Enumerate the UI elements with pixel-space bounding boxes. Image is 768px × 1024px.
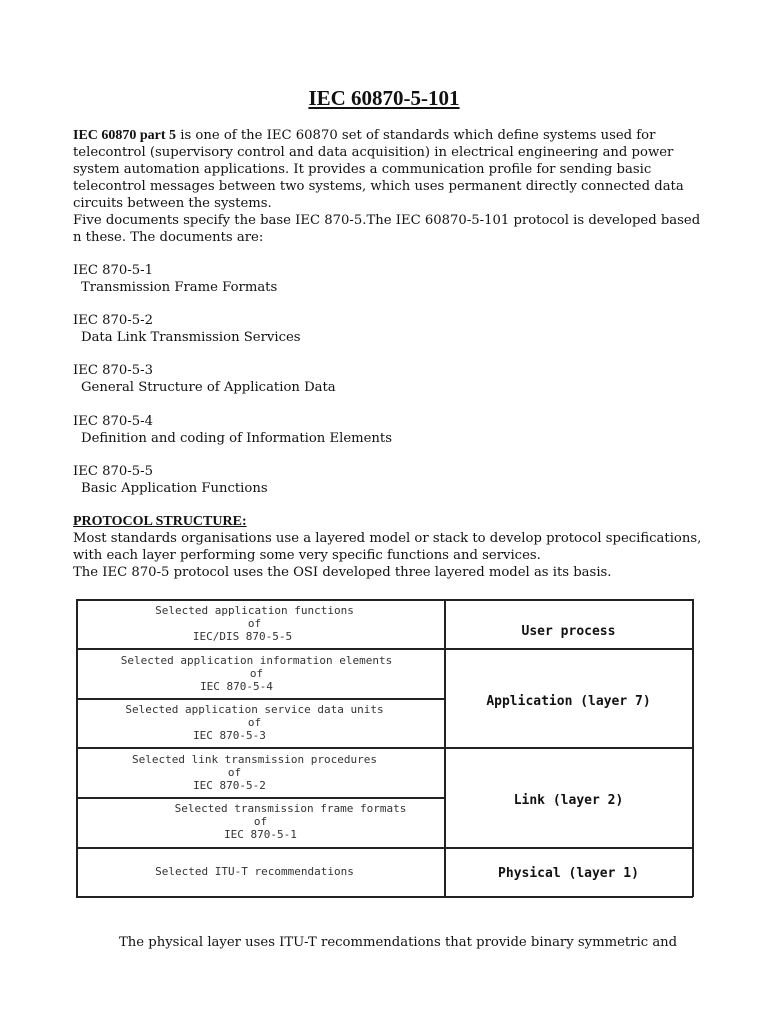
layer-application: Application (layer 7) bbox=[486, 693, 651, 709]
documents-intro: Five documents specify the base IEC 870-5.The IEC 60870-5-101 protocol is developed based n these. The documents are: bbox=[73, 213, 701, 245]
intro-paragraph bbox=[73, 127, 703, 212]
layer-cell-information-elements: Selected application information elements of IEC 870-5-4 bbox=[120, 654, 393, 693]
layer-cell-service-data-units: Selected application service data units of IEC 870-5-3 bbox=[125, 703, 384, 742]
page-title: IEC 60870-5-101 bbox=[308, 86, 460, 110]
document-description: General Structure of Application Data bbox=[81, 380, 336, 395]
document-code: IEC 870-5-3 bbox=[73, 363, 153, 378]
document-description: Definition and coding of Information Elements bbox=[81, 431, 392, 446]
physical-layer-text: The physical layer uses ITU-T recommendations that provide binary symmetric and bbox=[119, 935, 678, 950]
layer-cell-frame-formats: Selected transmission frame formats of IEC 870-5-1 bbox=[174, 802, 407, 841]
layer-link: Link (layer 2) bbox=[513, 792, 624, 808]
document-code: IEC 870-5-4 bbox=[73, 414, 153, 429]
layer-user-process: User process bbox=[521, 623, 616, 639]
protocol-structure-text: The IEC 870-5 protocol uses the OSI developed three layered model as its basis. bbox=[73, 565, 612, 580]
document-code: IEC 870-5-2 bbox=[73, 313, 153, 328]
document-description: Data Link Transmission Services bbox=[81, 330, 301, 345]
protocol-structure-heading: PROTOCOL STRUCTURE: bbox=[73, 514, 247, 529]
layer-cell-application-functions: Selected application functions of IEC/DIS 870-5-5 bbox=[155, 604, 354, 643]
document-description: Basic Application Functions bbox=[81, 481, 268, 496]
document-description: Transmission Frame Formats bbox=[81, 280, 278, 295]
intro-text: is one of the IEC 60870 set of standards which define systems used for telecontrol (supervisory control and data acquisition) in electrical engineering and power system automation applications. It provides a communication profile for sending basic telecontrol messages between two systems, which uses permanent directly connected data circuits between the systems. bbox=[73, 128, 684, 211]
document-code: IEC 870-5-5 bbox=[73, 464, 153, 479]
protocol-structure-text: Most standards organisations use a layered model or stack to develop protocol specifications, with each layer performing some very specific functions and services. bbox=[73, 531, 702, 563]
layer-physical: Physical (layer 1) bbox=[498, 865, 639, 881]
layer-cell-link-procedures: Selected link transmission procedures of IEC 870-5-2 bbox=[131, 753, 378, 792]
intro-bold-lead: IEC 60870 part 5 bbox=[73, 128, 177, 143]
layer-model-table bbox=[76, 599, 693, 897]
layer-cell-itu-recommendations: Selected ITU-T recommendations bbox=[155, 865, 354, 878]
document-code: IEC 870-5-1 bbox=[73, 263, 153, 278]
